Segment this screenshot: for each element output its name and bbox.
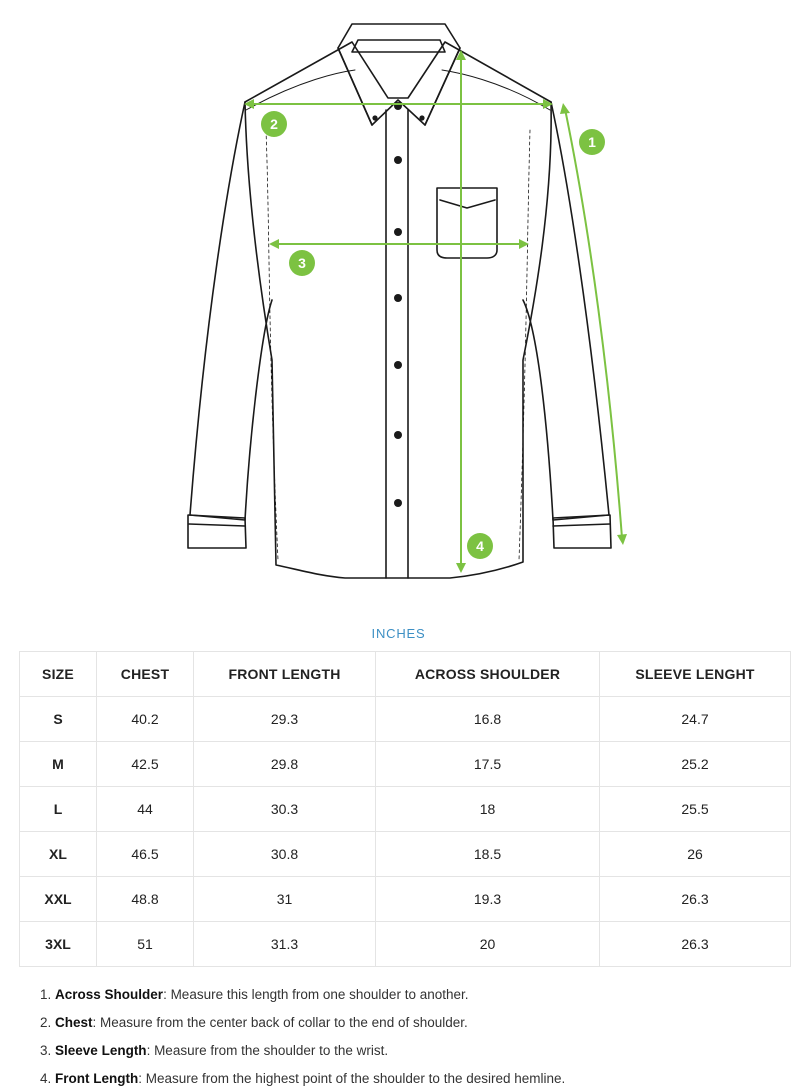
list-item: [40, 986, 780, 1014]
marker-4: [467, 533, 493, 559]
cell-chest: 51: [97, 922, 194, 967]
note-text: : Measure from the center back of collar to the end of shoulder.: [92, 1015, 468, 1030]
cell-chest: 46.5: [97, 832, 194, 877]
cell-chest: 48.8: [97, 877, 194, 922]
cell-size: 3XL: [20, 922, 97, 967]
svg-text:2: 2: [270, 116, 278, 132]
cell-chest: 44: [97, 787, 194, 832]
cell-across-shoulder: 18.5: [376, 832, 600, 877]
note-number: 4.: [40, 1071, 52, 1086]
cell-front-length: 29.8: [194, 742, 376, 787]
marker-1: [579, 129, 605, 155]
cell-across-shoulder: 18: [376, 787, 600, 832]
table-row: [20, 697, 791, 742]
list-item: [40, 1042, 780, 1070]
cell-sleeve-length: 25.5: [600, 787, 791, 832]
svg-text:1: 1: [588, 134, 596, 150]
cell-across-shoulder: 16.8: [376, 697, 600, 742]
marker-2: [261, 111, 287, 137]
cell-size: XXL: [20, 877, 97, 922]
measurement-arrows: [244, 50, 627, 573]
cell-front-length: 30.3: [194, 787, 376, 832]
measurement-notes-list: [40, 986, 780, 1092]
table-row: [20, 832, 791, 877]
cell-chest: 40.2: [97, 697, 194, 742]
table-row: [20, 742, 791, 787]
cell-sleeve-length: 25.2: [600, 742, 791, 787]
cell-across-shoulder: 20: [376, 922, 600, 967]
marker-3: [289, 250, 315, 276]
cell-sleeve-length: 26.3: [600, 877, 791, 922]
units-label: INCHES: [371, 626, 426, 641]
cell-size: L: [20, 787, 97, 832]
shirt-buttons: [372, 102, 424, 507]
cell-size: XL: [20, 832, 97, 877]
header-across-shoulder: ACROSS SHOULDER: [376, 652, 600, 697]
table-row: [20, 787, 791, 832]
cell-sleeve-length: 24.7: [600, 697, 791, 742]
note-term: Sleeve Length: [55, 1043, 147, 1058]
note-term: Front Length: [55, 1071, 139, 1086]
header-chest: CHEST: [97, 652, 194, 697]
header-size: SIZE: [20, 652, 97, 697]
note-term: Across Shoulder: [55, 987, 164, 1002]
cell-front-length: 31: [194, 877, 376, 922]
cell-across-shoulder: 17.5: [376, 742, 600, 787]
cell-front-length: 30.8: [194, 832, 376, 877]
cell-sleeve-length: 26: [600, 832, 791, 877]
note-number: 2.: [40, 1015, 52, 1030]
note-text: : Measure this length from one shoulder to another.: [163, 987, 469, 1002]
cell-sleeve-length: 26.3: [600, 922, 791, 967]
svg-text:4: 4: [476, 538, 484, 554]
table-row: [20, 877, 791, 922]
table-row: [20, 922, 791, 967]
note-text: : Measure from the shoulder to the wrist.: [146, 1043, 389, 1058]
note-number: 3.: [40, 1043, 52, 1058]
cell-size: S: [20, 697, 97, 742]
svg-text:3: 3: [298, 255, 306, 271]
note-number: 1.: [40, 987, 52, 1002]
cell-front-length: 31.3: [194, 922, 376, 967]
table-header-row: [20, 652, 791, 697]
note-term: Chest: [55, 1015, 93, 1030]
header-sleeve-length: SLEEVE LENGHT: [600, 652, 791, 697]
list-item: [40, 1070, 780, 1092]
header-front-length: FRONT LENGTH: [194, 652, 376, 697]
note-text: : Measure from the highest point of the shoulder to the desired hemline.: [138, 1071, 566, 1086]
list-item: [40, 1014, 780, 1042]
cell-chest: 42.5: [97, 742, 194, 787]
size-chart-table: [19, 651, 791, 967]
cell-front-length: 29.3: [194, 697, 376, 742]
cell-size: M: [20, 742, 97, 787]
cell-across-shoulder: 19.3: [376, 877, 600, 922]
